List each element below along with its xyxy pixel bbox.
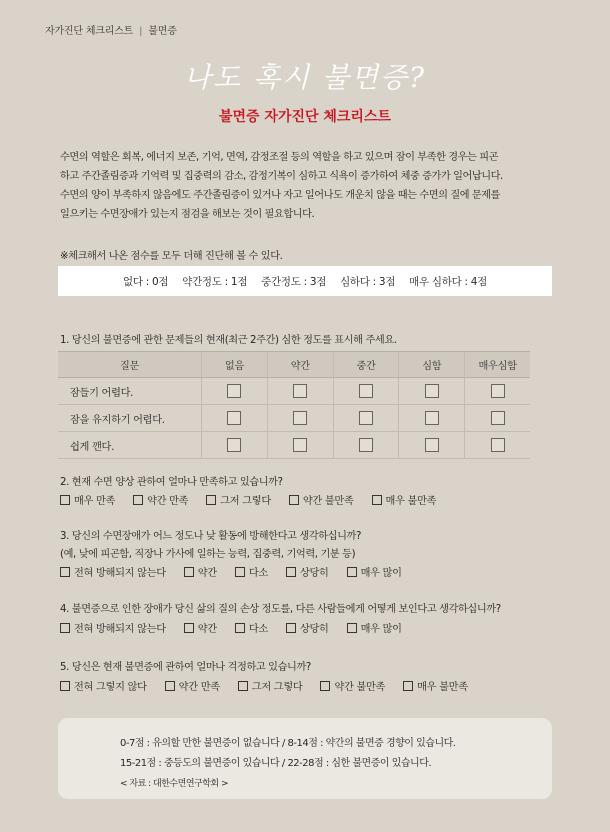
option[interactable] (403, 678, 468, 693)
row-label: 잠을 유지하기 어렵다. (58, 405, 202, 432)
intro-line: 수면의 역할은 회복, 에너지 보존, 기억, 면역, 감정조절 등의 역할을 하고 있으며 잠이 부족한 경우는 피곤 (60, 152, 499, 163)
option[interactable] (184, 564, 217, 579)
question-4-options (60, 620, 420, 635)
option-label: 다소 (248, 624, 268, 635)
table-row (58, 405, 530, 432)
option-label: 매우 많이 (360, 568, 402, 579)
checkbox[interactable] (235, 567, 245, 577)
option[interactable] (238, 678, 303, 693)
option[interactable] (372, 492, 437, 507)
checkbox[interactable] (60, 567, 70, 577)
score-legend (58, 266, 552, 296)
breadcrumb-topic: 불면증 (148, 26, 177, 37)
option[interactable] (60, 492, 115, 507)
option[interactable] (184, 620, 217, 635)
checkbox[interactable] (293, 384, 307, 398)
option[interactable] (60, 620, 166, 635)
option[interactable] (347, 620, 402, 635)
column-header: 없음 (202, 352, 268, 378)
option-label: 약간 불만족 (302, 496, 354, 507)
option-label: 약간 만족 (178, 682, 220, 693)
checkbox[interactable] (359, 411, 373, 425)
option-label: 약간 만족 (147, 496, 189, 507)
question-2-title: 2. 현재 수면 양상 관하여 얼마나 만족하고 있습니까? (60, 477, 283, 488)
question-1-table (58, 351, 530, 459)
checkbox[interactable] (293, 438, 307, 452)
option[interactable] (320, 678, 385, 693)
question-4-title: 4. 불면증으로 인한 장애가 당신 삶의 질의 손상 정도를, 다른 사람들에게 어떻게 보인다고 생각하십니까? (60, 604, 501, 615)
column-header: 심함 (399, 352, 465, 378)
question-1-title: 1. 당신의 불면증에 관한 문제들의 현재(최근 2주간) 심한 정도를 표시해 주세요. (60, 335, 397, 346)
option[interactable] (235, 620, 268, 635)
option-label: 전혀 방해되지 않는다 (74, 624, 166, 635)
result-line: 0-7점 : 유의할 만한 불면증이 없습니다 / 8-14점 : 약간의 불면증 경향이 있습니다. (120, 738, 456, 749)
column-header: 매우심함 (465, 352, 530, 378)
question-3-options (60, 564, 420, 579)
checkbox[interactable] (425, 438, 439, 452)
checkbox[interactable] (347, 623, 357, 633)
checkbox[interactable] (60, 681, 70, 691)
scoring-note: ※체크해서 나온 점수를 모두 더해 진단해 볼 수 있다. (60, 251, 283, 262)
breadcrumb-section: 자가진단 체크리스트 (45, 26, 134, 37)
option[interactable] (235, 564, 268, 579)
option[interactable] (165, 678, 220, 693)
checkbox[interactable] (320, 681, 330, 691)
option-label: 매우 만족 (74, 496, 116, 507)
option[interactable] (60, 564, 166, 579)
option-label: 전혀 방해되지 않는다 (74, 568, 166, 579)
score-item: 심하다 : 3점 (340, 275, 396, 288)
question-3-subtitle: (예, 낮에 피곤함, 직장나 가사에 일하는 능력, 집중력, 기억력, 기분 등) (60, 549, 356, 560)
checkbox[interactable] (425, 411, 439, 425)
checkbox[interactable] (165, 681, 175, 691)
option-label: 전혀 그렇지 않다 (74, 682, 147, 693)
breadcrumb-separator: | (139, 26, 143, 37)
row-label: 쉽게 깬다. (58, 432, 202, 459)
checkbox[interactable] (491, 411, 505, 425)
table-row (58, 432, 530, 459)
checkbox[interactable] (60, 623, 70, 633)
option-label: 그저 그렇다 (220, 496, 271, 507)
option-label: 약간 불만족 (334, 682, 386, 693)
option[interactable] (286, 564, 329, 579)
score-item: 없다 : 0점 (123, 275, 169, 288)
question-5-title: 5. 당신은 현재 불면증에 관하여 얼마나 걱정하고 있습니까? (60, 662, 311, 673)
page-title: 나도 혹시 불면증? (183, 61, 427, 94)
question-3-title: 3. 당신의 수면장애가 어느 정도나 낮 활동에 방해한다고 생각하십니까? (60, 531, 361, 542)
checkbox[interactable] (289, 495, 299, 505)
intro-line: 일으키는 수면장애가 있는지 점검을 해보는 것이 필요합니다. (60, 209, 315, 220)
question-5-options (60, 678, 486, 693)
checkbox[interactable] (359, 438, 373, 452)
option-label: 다소 (248, 568, 268, 579)
checkbox[interactable] (286, 567, 296, 577)
row-label: 잠들기 어렵다. (58, 378, 202, 405)
checkbox[interactable] (238, 681, 248, 691)
option[interactable] (60, 678, 147, 693)
checkbox[interactable] (286, 623, 296, 633)
checkbox[interactable] (227, 411, 241, 425)
checkbox[interactable] (425, 384, 439, 398)
checkbox[interactable] (184, 567, 194, 577)
checkbox[interactable] (403, 681, 413, 691)
column-header: 질문 (58, 352, 202, 378)
checkbox[interactable] (372, 495, 382, 505)
checkbox[interactable] (133, 495, 143, 505)
option-label: 약간 (197, 568, 217, 579)
option-label: 매우 불만족 (417, 682, 468, 693)
option-label: 약간 (197, 624, 217, 635)
checkbox[interactable] (227, 438, 241, 452)
option-label: 매우 많이 (360, 624, 402, 635)
score-item: 매우 심하다 : 4점 (409, 275, 487, 288)
checkbox[interactable] (235, 623, 245, 633)
option[interactable] (286, 620, 329, 635)
checkbox[interactable] (293, 411, 307, 425)
option-label: 그저 그렇다 (251, 682, 303, 693)
checkbox[interactable] (347, 567, 357, 577)
result-box (58, 718, 552, 799)
score-item: 약간정도 : 1점 (182, 275, 248, 288)
column-header: 중간 (333, 352, 399, 378)
checkbox[interactable] (184, 623, 194, 633)
checkbox[interactable] (491, 438, 505, 452)
score-item: 중간정도 : 3점 (261, 275, 327, 288)
option-label: 상당히 (299, 568, 329, 579)
page-subtitle: 불면증 자가진단 체크리스트 (218, 109, 392, 125)
option[interactable] (133, 492, 188, 507)
intro-text (60, 148, 560, 224)
column-header: 약간 (267, 352, 333, 378)
checkbox[interactable] (60, 495, 70, 505)
option[interactable] (206, 492, 271, 507)
checkbox[interactable] (491, 384, 505, 398)
checkbox[interactable] (359, 384, 373, 398)
option-label: 상당히 (299, 624, 329, 635)
checkbox[interactable] (227, 384, 241, 398)
checkbox[interactable] (206, 495, 216, 505)
option-label: 매우 불만족 (385, 496, 437, 507)
result-line: 15-21점 : 중등도의 불면증이 있습니다 / 22-28점 : 심한 불면증이 있습니다. (120, 758, 432, 769)
intro-line: 수면의 양이 부족하지 않음에도 주간졸림증이 있거나 자고 일어나도 개운치 않을 때는 수면의 질에 문제를 (60, 190, 501, 201)
table-row (58, 378, 530, 405)
intro-line: 하고 주간졸림증과 기억력 및 집중력의 감소, 감정기복이 심하고 식욕이 증가하여 체중 증가가 일어납니다. (60, 171, 503, 182)
question-2-options (60, 492, 454, 507)
option[interactable] (289, 492, 354, 507)
option[interactable] (347, 564, 402, 579)
table-header-row (58, 352, 530, 378)
breadcrumb (45, 22, 177, 37)
source-credit: < 자료 : 대한수면연구학회 > (120, 779, 228, 789)
